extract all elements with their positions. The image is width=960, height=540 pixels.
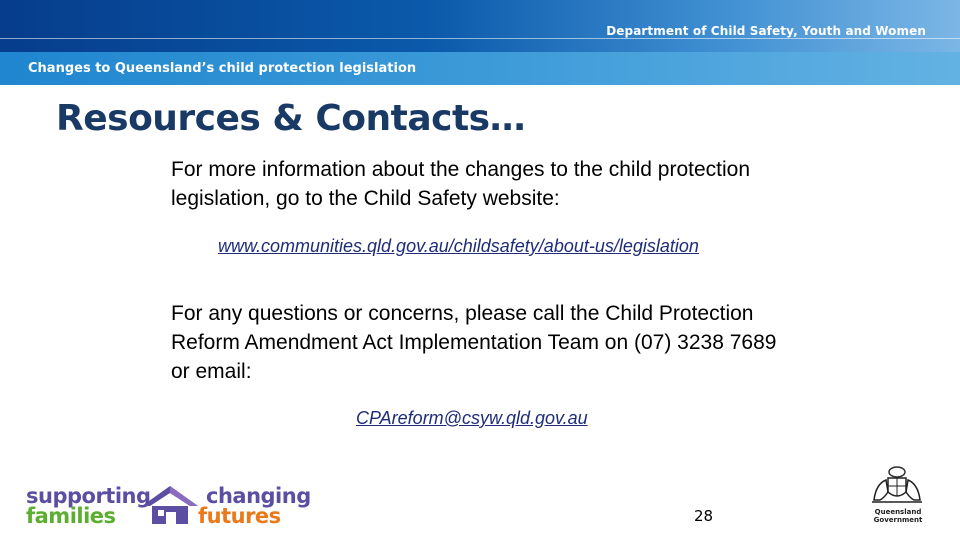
sub-banner: [0, 52, 960, 85]
logo-word-families: families: [26, 504, 116, 528]
queensland-government-wordmark: [866, 508, 930, 524]
department-name: Department of Child Safety, Youth and Women: [606, 24, 926, 38]
presentation-subtitle: Changes to Queensland’s child protection legislation: [28, 61, 417, 76]
logo-word-changing: changing: [206, 484, 311, 508]
page-number: 28: [694, 507, 714, 525]
queensland-government-text: Queensland Government: [873, 508, 923, 524]
top-banner: [0, 0, 960, 52]
banner-rule: [0, 38, 960, 39]
logo-word-futures: futures: [198, 504, 281, 528]
house-icon: [138, 484, 202, 528]
legislation-website-link[interactable]: www.communities.qld.gov.au/childsafety/about-us/legislation: [218, 236, 699, 256]
supporting-families-logo: [26, 484, 311, 530]
contact-paragraph: For any questions or concerns, please call the Child Protection Reform Amendment Act Implementation Team on (07) 3238 7689 or email:: [171, 302, 777, 383]
info-paragraph: For more information about the changes to the child protection legislation, go to the Child Safety website:: [171, 158, 750, 210]
slide-heading: Resources & Contacts…: [56, 98, 526, 139]
email-link[interactable]: CPAreform@csyw.qld.gov.au: [356, 408, 588, 428]
logo-word-supporting: supporting: [26, 484, 151, 508]
queensland-crest-icon: [864, 464, 930, 508]
